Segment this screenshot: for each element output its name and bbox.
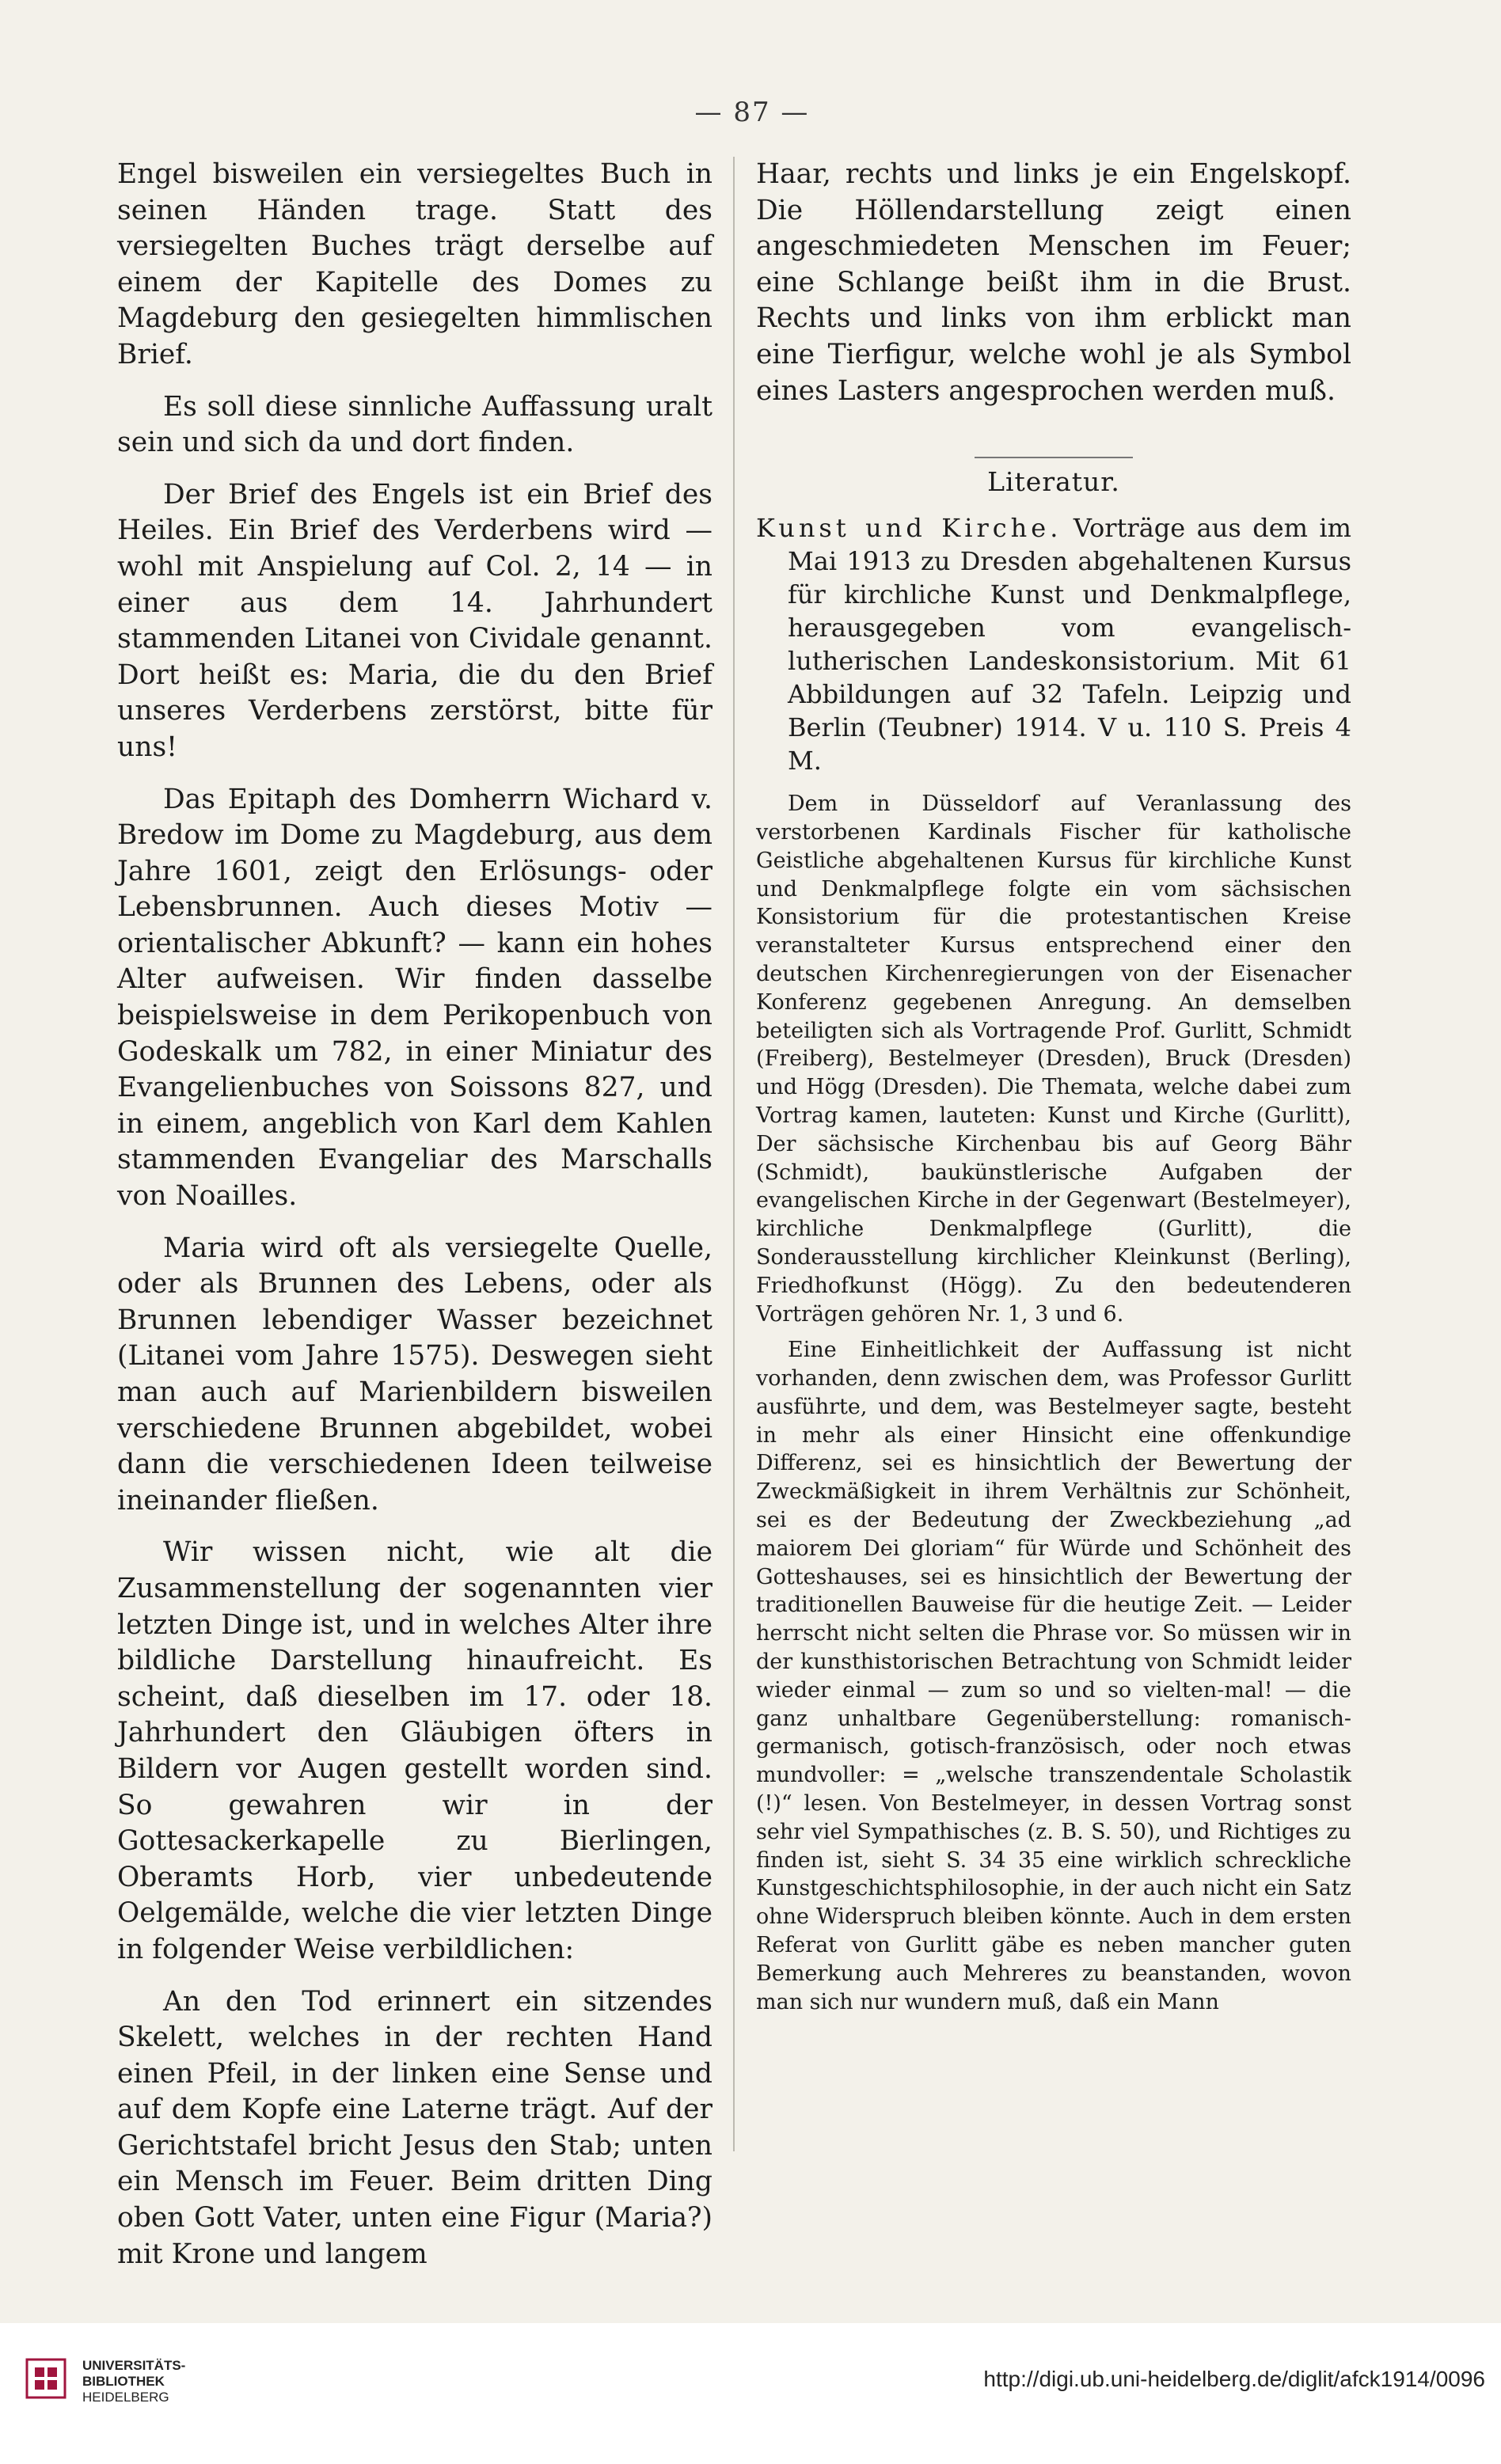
review-paragraph: Dem in Düsseldorf auf Veranlassung des verstorbenen Kardinals Fischer für katholische Geistliche abgehaltenen Kursus für kirchliche Kunst und Denkmalpflege folgte ein vom sächsischen Konsistorium für die protestantischen Kreise veranstalteter Kursus entsprechend einer den deutschen Kirchenregierungen von der Eisenacher Konferenz gegebenen Anregung. An demselben beteiligten sich als Vortragende Prof. Gurlitt, Schmidt (Freiberg), Bestelmeyer (Dresden), Bruck (Dresden) und Högg (Dresden). Die Themata, welche dabei zum Vortrag kamen, lauteten: Kunst und Kirche (Gurlitt), Der sächsische Kirchenbau bis auf Georg Bähr (Schmidt), baukünstlerische Aufgaben der evangelischen Kirche in der Gegenwart (Bestelmeyer), kirchliche Denkmalpflege (Gurlitt), die Sonderausstellung kirchlicher Kleinkunst (Berling), Friedhofkunst (Högg). Zu den bedeutenderen Vorträgen gehören Nr. 1, 3 und 6. [756,792,1351,1327]
paragraph: Das Epitaph des Domherrn Wichard v. Bredow im Dome zu Magdeburg, aus dem Jahre 1601, zeigt den Erlösungs- oder Lebensbrunnen. Auch dieses Motiv — orientalischer Abkunft? — kann ein hohes Alter aufweisen. Wir finden dasselbe beispielsweise in dem Perikopenbuch von Godeskalk um 782, in einer Miniatur des Evangelienbuches von Soissons 827, und in einem, angeblich von Karl dem Kahlen stammenden Evangeliar des Marschalls von Noailles. [117,783,712,1213]
page-number: — 87 — [694,97,810,128]
review-paragraph: Eine Einheitlichkeit der Auffassung ist nicht vorhanden, denn zwischen dem, was Professor Gurlitt ausführte, und dem, was Bestelmeyer sagte, besteht in mehr als einer Hinsicht eine offenkundige Differenz, sei es hinsichtlich der Bewertung der Zweckmäßigkeit in ihrem Verhältnis zur Schönheit, sei es der Bedeutung der Zweckbeziehung „ad maiorem Dei gloriam“ für Würde und Schönheit des Gotteshauses, sei es hinsichtlich der Bewertung der traditionellen Bauweise für die heutige Zeit. — Leider herrscht nicht selten die Phrase vor. So müssen wir in der kunsthistorischen Betrachtung von Schmidt leider wieder einmal — zum so und so vielten-mal! — die ganz unhaltbare Gegenüberstellung: romanisch-germanisch, gotisch-französisch, oder noch etwas mundvoller: = „welsche transzendentale Scholastik (!)“ lesen. Von Bestelmeyer, in dessen Vortrag sonst sehr viel Sympathisches (z. B. S. 50), und Richtiges zu finden ist, sieht S. 34 35 eine wirklich schreckliche Kunstgeschichtsphilosophie, in der auch nicht ein Satz ohne Widerspruch bleiben könnte. Auch in dem ersten Referat von Gurlitt gäbe es neben mancher guten Bemerkung auch Mehreres zu beanstanden, wovon man sich nur wundern muß, daß ein Mann [756,1338,1351,2014]
paragraph: An den Tod erinnert ein sitzendes Skelett, welches in der rechten Hand einen Pfeil, in der linken eine Sense und auf dem Kopfe eine Laterne trägt. Auf der Gerichtstafel bricht Jesus den Stab; unten ein Mensch im Feuer. Beim dritten Ding oben Gott Vater, unten eine Figur (Maria?) mit Krone und langem [117,1985,712,2270]
paragraph: Engel bisweilen ein versiegeltes Buch in seinen Händen trage. Statt des versiegelten Buches trägt derselbe auf einem der Kapitelle des Domes zu Magdeburg den gesiegelten himmlischen Brief. [117,158,712,370]
library-name-line: BIBLIOTHEK [82,2374,165,2389]
source-url-link[interactable]: http://digi.ub.uni-heidelberg.de/diglit/afck1914/0096 [983,2367,1485,2391]
footer [0,2323,1501,2464]
book-details: Vorträge aus dem im Mai 1913 zu Dresden abgehaltenen Kursus für kirchliche Kunst und Denkmalpflege, herausgegeben vom evangelisch-lutherischen Landeskonsistorium. Mit 61 Abbildungen auf 32 Tafeln. Leipzig und Berlin (Teubner) 1914. V u. 110 S. Preis 4 M. [788,513,1352,776]
paragraph: Wir wissen nicht, wie alt die Zusammenstellung der sogenannten vier letzten Dinge ist, und in welches Alter ihre bildliche Darstellung hinaufreicht. Es scheint, daß dieselben im 17. oder 18. Jahrhundert den Gläubigen öfters in Bildern vor Augen gestellt worden sind. So gewahren wir in der Gottesackerkapelle zu Bierlingen, Oberamts Horb, vier unbedeutende Oelgemälde, welche die vier letzten Dinge in folgender Weise verbildlichen: [117,1536,712,1965]
paragraph: Maria wird oft als versiegelte Quelle, oder als Brunnen des Lebens, oder als Brunnen lebendiger Wasser bezeichnet (Litanei vom Jahre 1575). Deswegen sieht man auch auf Marienbildern bisweilen verschiedene Brunnen abgebildet, wobei dann die verschiedenen Ideen teilweise ineinander fließen. [117,1232,712,1517]
section-rule [975,457,1133,458]
book-title: Kunst und Kirche. [756,513,1062,544]
library-name [82,2358,185,2405]
library-name-line: UNIVERSITÄTS- [82,2358,186,2373]
library-logo-icon [24,2356,68,2401]
paragraph: Haar, rechts und links je ein Engelskopf. Die Höllendarstellung zeigt einen angeschmiedeten Menschen im Feuer; eine Schlange beißt ihm in die Brust. Rechts und links von ihm erblickt man eine Tierfigur, welche wohl je als Symbol eines Lasters angesprochen werden muß. [756,158,1351,407]
left-column [117,157,712,2288]
library-name-line: HEIDELBERG [82,2390,169,2405]
right-column [756,157,1351,2024]
paragraph: Der Brief des Engels ist ein Brief des Heiles. Ein Brief des Verderbens wird — wohl mit Anspielung auf Col. 2, 14 — in einer aus dem 14. Jahrhundert stammenden Litanei von Cividale genannt. Dort heißt es: Maria, die du den Brief unseres Verderbens zerstörst, bitte für uns! [117,478,712,763]
section-title: Literatur. [987,466,1120,498]
column-divider [733,157,735,2151]
book-entry [756,511,1351,777]
review-text [756,790,1351,2016]
paragraph: Es soll diese sinnliche Auffassung uralt sein und sich da und dort finden. [117,390,712,459]
